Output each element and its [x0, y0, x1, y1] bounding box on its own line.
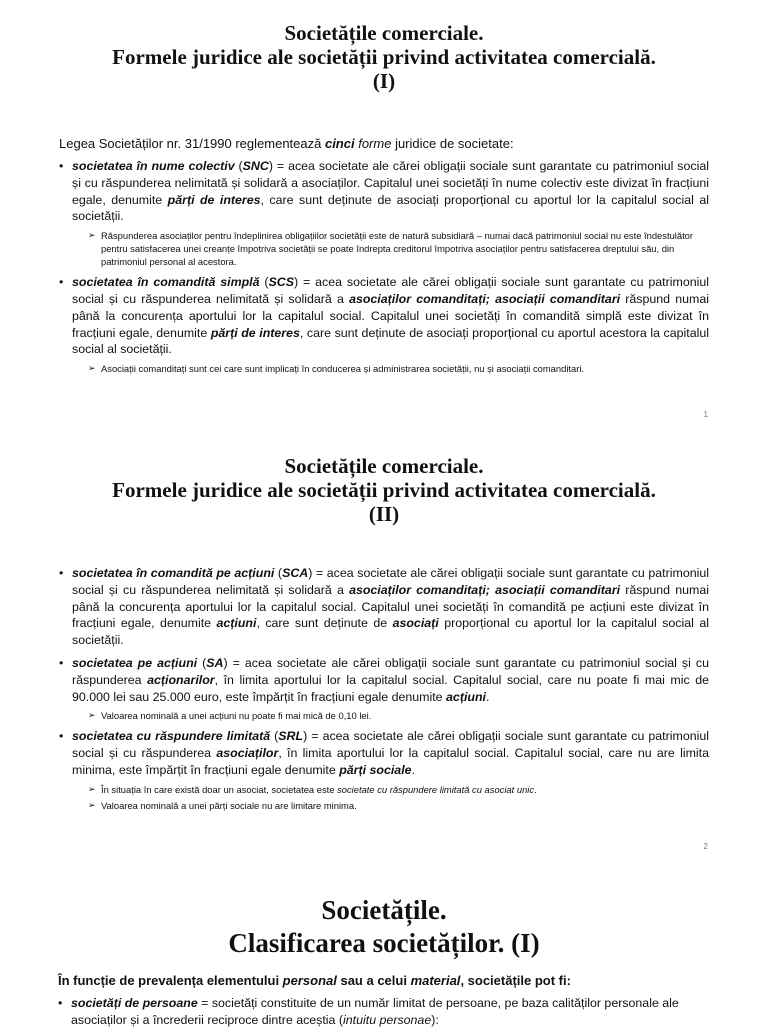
list-item-srl: • societatea cu răspundere limitată (SRL) = acea societate ale cărei obligații sociale sunt garantate cu patrimoniul social și cu răspunderea asociaților, în limita aportului lor la capitalul social. Capitalul social, care nu are limita minima, este împărțit în fracțiuni egale denumite părți sociale. — [59, 729, 709, 777]
sub-item: ➢ Valoarea nominală a unei acțiuni nu poate fi mai mică de 0,10 lei. — [88, 710, 372, 722]
bullet-icon: • — [59, 566, 64, 580]
slide-title: Societățile comerciale. Formele juridice ale societății privind activitatea comercială. (I) — [112, 21, 656, 93]
bullet-icon: • — [59, 655, 64, 670]
list-item-scs: • societatea în comandită simplă (SCS) = acea societate ale cărei obligații sociale sunt garantate cu patrimoniul social și cu răspunderea nelimitată și solidară a asociaților comanditați; asociații comanditari răspund numai până la concurența aportului lor la capitalul social. Capitalul unei societăți în comandită simplă este divizat în fracțiuni egale, denumite părți de interes, care sunt deținute de asociați proporțional cu aportul acestora la capitalul social al societății. — [59, 275, 709, 357]
slide-3 — [0, 880, 768, 1027]
sub-item: ➢ Valoarea nominală a unei părți sociale nu are limitare minima. — [88, 799, 357, 811]
bullet-icon: • — [59, 159, 64, 173]
bullet-icon: • — [58, 996, 63, 1010]
arrow-bullet-icon: ➢ — [88, 710, 96, 721]
intro-paragraph: În funcție de prevalența elementului personal sau a celui material, societățile pot fi: — [58, 973, 571, 988]
slide-2 — [0, 440, 768, 860]
list-item-sa: • societatea pe acțiuni (SA) = acea societate ale cărei obligații sociale sunt garantate cu patrimoniul social și cu răspunderea acționarilor, în limita aportului lor la capitalul social. Capitalul social, care nu poate fi mai mic de 90.000 lei sau 25.000 euro, este împărțit în fracțiuni egale denumite acțiuni. — [59, 655, 709, 704]
slide-title: Societățile comerciale. Formele juridice ale societății privind activitatea comercială. (II) — [112, 454, 656, 526]
sub-item: ➢ Răspunderea asociaților pentru îndeplinirea obligațiilor societății este de natură subsidiară – numai dacă patrimoniul social nu este îndestulător pentru satisfacerea unei creanțe împotriva societății se poate îndrepta creditorul împotriva asociaților pentru satisfacerea dreptului său, din patrimoniul personal al acestora. — [88, 230, 694, 268]
list-item-sca: • societatea în comandită pe acțiuni (SCA) = acea societate ale cărei obligații sociale sunt garantate cu patrimoniul social și cu răspunderea nelimitată și solidară a asociaților comanditați; asociații comanditari răspund numai până la concurența aportului lor la capitalul social. Capitalul unei societăți în comandită pe acțiuni este divizat în fracțiuni egale, denumite acțiuni, care sunt deținute de asociați proporțional cu aportul lor la capitalul social al societății. — [59, 566, 709, 648]
sub-item: ➢ Asociații comanditați sunt cei care sunt implicați în conducerea și administrarea societății, nu și asociații comanditari. — [88, 363, 585, 375]
intro-paragraph: Legea Societăților nr. 31/1990 reglementează cinci forme juridice de societate: — [59, 136, 514, 151]
bullet-icon: • — [59, 275, 64, 290]
list-item-snc: • societatea în nume colectiv (SNC) = acea societate ale cărei obligații sociale sunt garantate cu patrimoniul social și cu răspunderea nelimitată și solidară a asociaților. Capitalul unei societăți în nume colectiv este divizat în fracțiuni egale, denumite părți de interes, care sunt deținute de asociați proporțional cu aportul lor la capitalul social al societății. — [59, 159, 709, 224]
slide-1 — [0, 0, 768, 430]
arrow-bullet-icon: ➢ — [88, 230, 96, 241]
sub-item: ➢ În situația în care există doar un asociat, societatea este societate cu răspundere limitată cu asociat unic. — [88, 783, 537, 795]
slide-content — [59, 135, 709, 378]
slide-title: Societățile. Clasificarea societăților. (I) — [228, 895, 540, 958]
arrow-bullet-icon: ➢ — [88, 363, 96, 374]
list-item-societati-persoane: • societăți de persoane = societăți constituite de un număr limitat de persoane, pe baza calităților personale ale asociaților și a încrederii reciproce dintre aceștia (intuitu personae): — [58, 996, 679, 1027]
arrow-bullet-icon: ➢ — [88, 799, 96, 810]
page-number: 1 — [703, 410, 708, 419]
page-number: 2 — [703, 842, 708, 851]
arrow-bullet-icon: ➢ — [88, 783, 96, 794]
slide-content — [59, 565, 709, 815]
bullet-icon: • — [59, 729, 64, 744]
